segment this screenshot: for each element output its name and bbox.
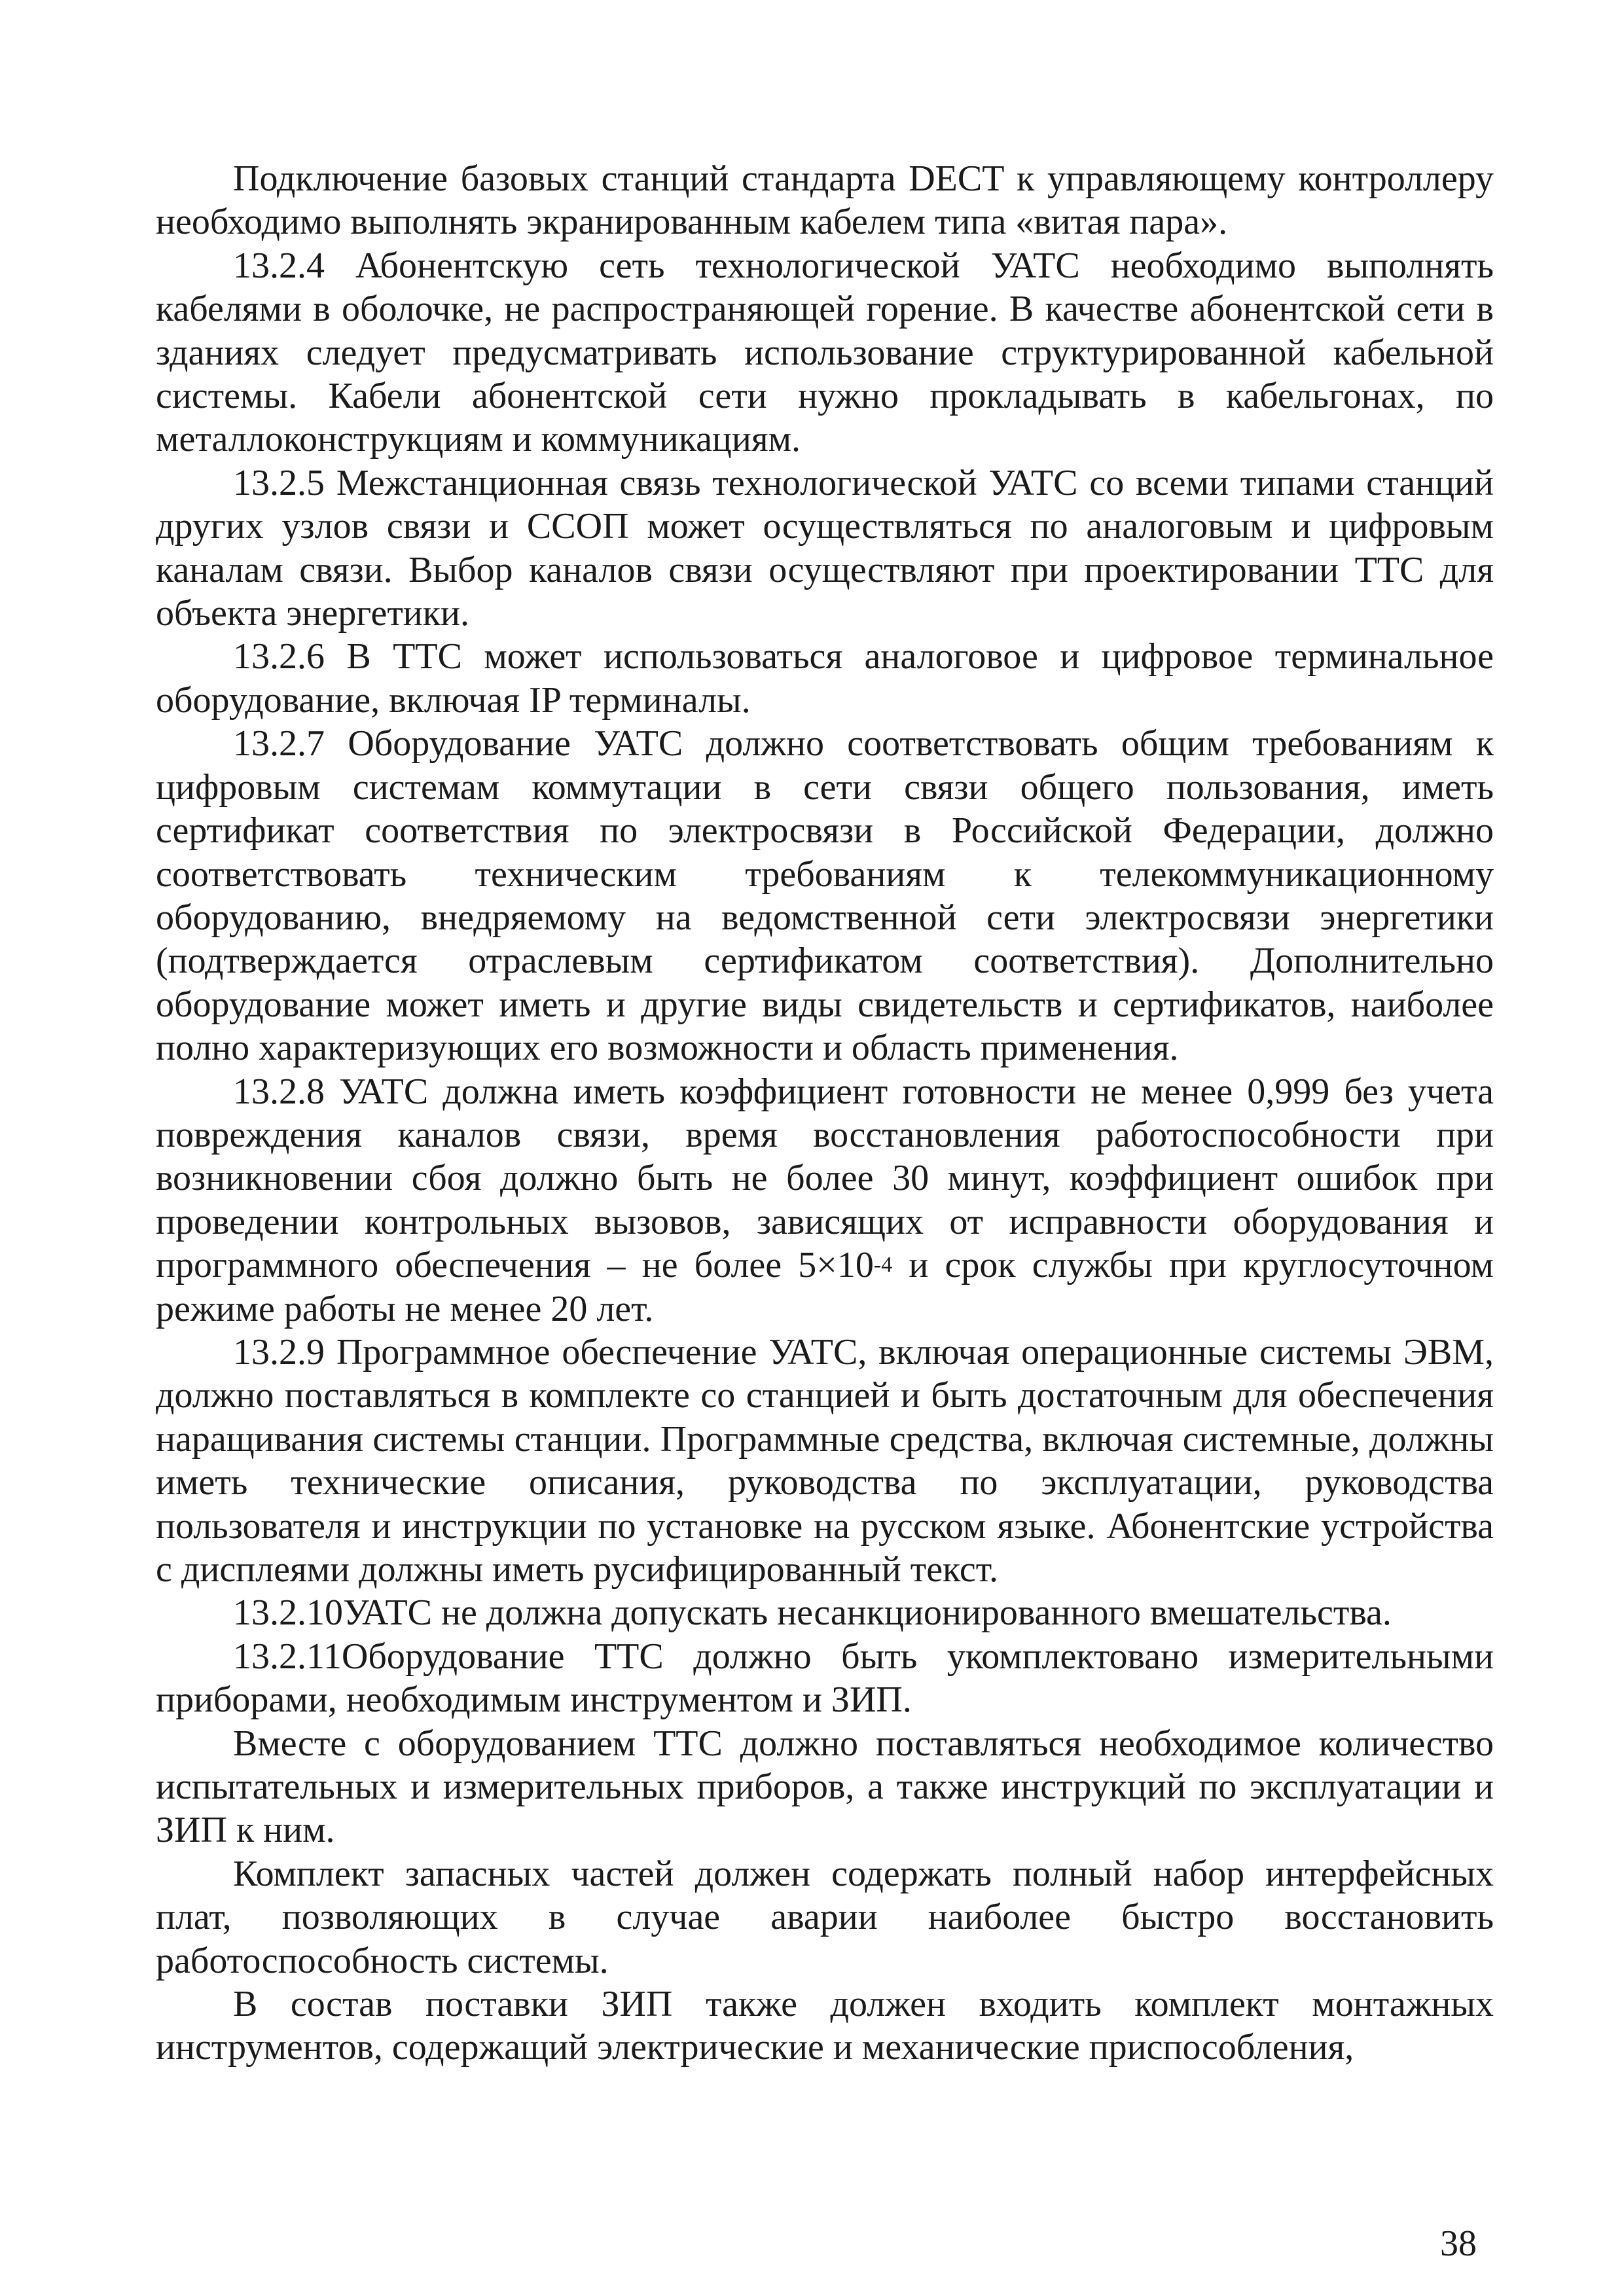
paragraph-13-2-8-text-before: 13.2.8 УАТС должна иметь коэффициент готовности не менее 0,999 без учета повреждения каналов связи, время восстановления работоспособности при возникновении сбоя должно быть не более 30 минут, коэффициент ошибок при проведении контрольных вызовов, зависящих от исправности оборудования и программного обеспечения – не более 5×10 [156,1071,1494,1286]
document-page [156,157,1494,2070]
paragraph-13-2-7: 13.2.7 Оборудование УАТС должно соответствовать общим требованиям к цифровым системам коммутации в сети связи общего пользования, иметь сертификат соответствия по электросвязи в Российской Федерации, должно соответствовать техническим требованиям к телекоммуникационному оборудованию, внедряемому на ведомственной сети электросвязи энергетики (подтверждается отраслевым сертификатом соответствия). Дополнительно оборудование может иметь и другие виды свидетельств и сертификатов, наиболее полно характеризующих его возможности и область применения. [156,723,1494,1069]
paragraph-dect-connection: Подключение базовых станций стандарта DECT к управляющему контроллеру необходимо выполнять экранированным кабелем типа «витая пара». [156,158,1494,243]
page-number: 38 [1440,2223,1477,2264]
paragraph-13-2-10: 13.2.10УАТС не должна допускать несанкционированного вмешательства. [233,1592,1392,1634]
error-rate-exponent: -4 [873,1253,893,1278]
paragraph-13-2-5: 13.2.5 Межстанционная связь технологической УАТС со всеми типами станций других узлов связи и ССОП может осуществляться по аналоговым и цифровым каналам связи. Выбор каналов связи осуществляют при проектировании ТТС для объекта энергетики. [156,462,1494,634]
paragraph-13-2-6: 13.2.6 В ТТС может использоваться аналоговое и цифровое терминальное оборудование, включая IP терминалы. [156,636,1494,721]
paragraph-13-2-8 [156,1070,1494,1331]
paragraph-13-2-8-text-after: и срок службы при круглосуточном режиме работы не менее 20 лет. [156,1245,1494,1329]
paragraph-13-2-11: 13.2.11Оборудование ТТС должно быть укомплектовано измерительными приборами, необходимым инструментом и ЗИП. [156,1636,1494,1721]
paragraph-zip-tools: В состав поставки ЗИП также должен входить комплект монтажных инструментов, содержащий электрические и механические приспособления, [156,1984,1494,2068]
paragraph-spare-parts: Комплект запасных частей должен содержать полный набор интерфейсных плат, позволяющих в случае аварии наиболее быстро восстановить работоспособность системы. [156,1853,1494,1981]
paragraph-13-2-9: 13.2.9 Программное обеспечение УАТС, включая операционные системы ЭВМ, должно поставляться в комплекте со станцией и быть достаточным для обеспечения наращивания системы станции. Программные средства, включая системные, должны иметь технические описания, руководства по эксплуатации, руководства пользователя и инструкции по установке на русском языке. Абонентские устройства с дисплеями должны иметь русифицированный текст. [156,1331,1494,1590]
paragraph-13-2-4: 13.2.4 Абонентскую сеть технологической УАТС необходимо выполнять кабелями в оболочке, не распространяющей горение. В качестве абонентской сети в зданиях следует предусматривать использование структурированной кабельной системы. Кабели абонентской сети нужно прокладывать в кабельгонах, по металлоконструкциям и коммуникациям. [156,245,1494,460]
paragraph-test-instruments: Вместе с оборудованием ТТС должно поставляться необходимое количество испытательных и измерительных приборов, а также инструкций по эксплуатации и ЗИП к ним. [156,1723,1494,1851]
